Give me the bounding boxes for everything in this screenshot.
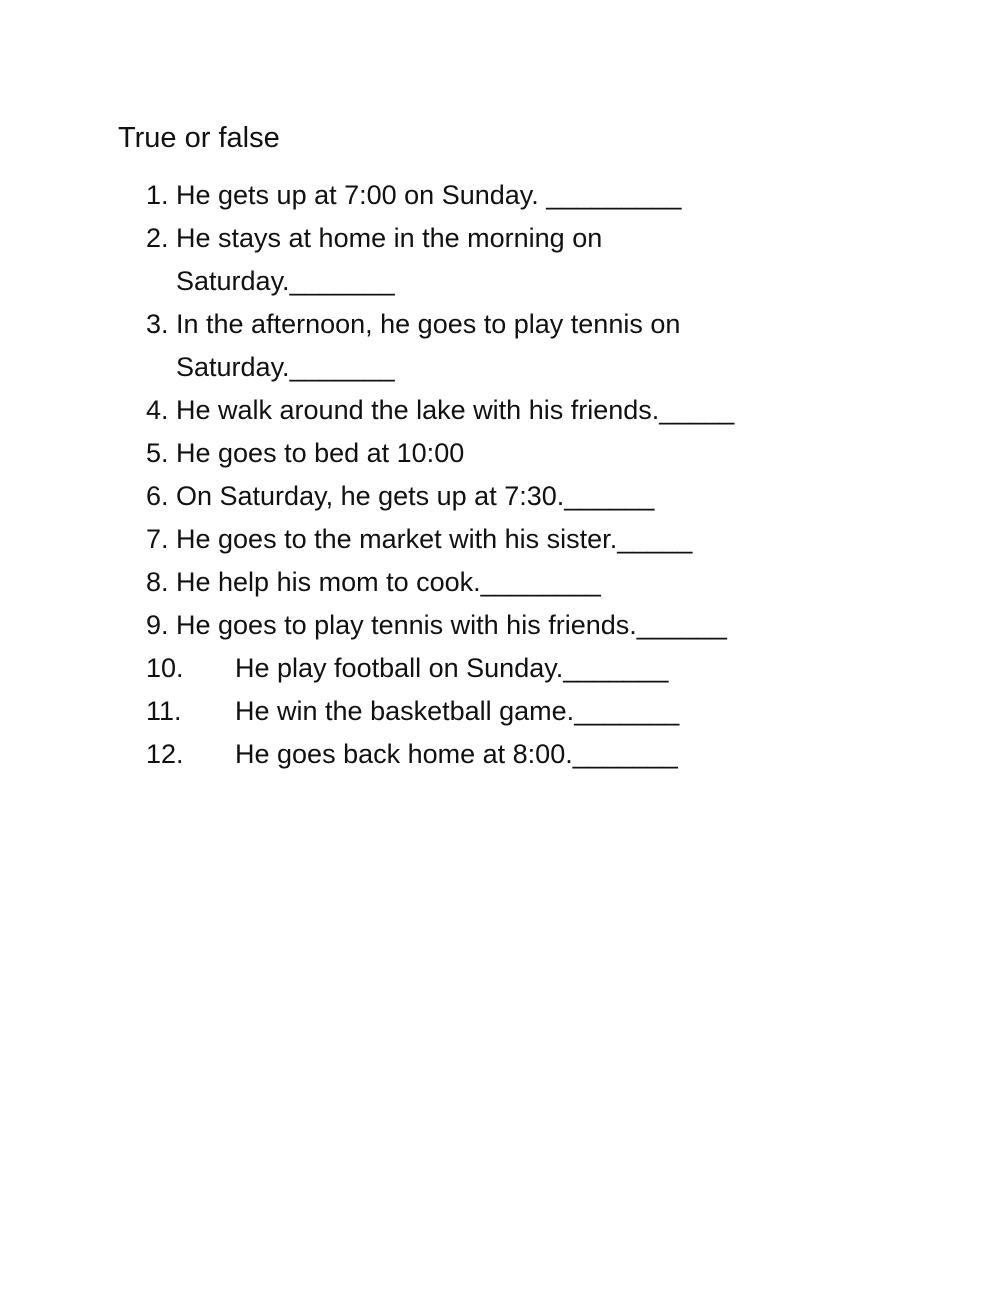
question-text: He goes back home at 8:00._______ [235, 739, 678, 769]
question-item [146, 217, 866, 303]
question-text: He gets up at 7:00 on Sunday. _________ [176, 180, 682, 210]
question-text: He win the basketball game._______ [235, 696, 680, 726]
question-text: He walk around the lake with his friends._____ [176, 395, 735, 425]
question-list [146, 174, 866, 776]
question-number: 1. [146, 180, 169, 210]
question-number: 9. [146, 610, 169, 640]
question-number: 8. [146, 567, 169, 597]
question-text: He goes to the market with his sister._____ [176, 524, 693, 554]
question-item [146, 690, 866, 733]
question-item [146, 174, 866, 217]
question-number: 11. [146, 696, 182, 726]
question-number: 12. [146, 739, 184, 769]
question-text: He goes to play tennis with his friends.______ [176, 610, 727, 640]
question-item [146, 389, 866, 432]
question-text: He help his mom to cook.________ [176, 567, 601, 597]
question-text: He stays at home in the morning on Saturday._______ [176, 223, 603, 296]
question-number: 10. [146, 653, 184, 683]
question-number: 2. [146, 223, 169, 253]
question-text: In the afternoon, he goes to play tennis on Saturday._______ [176, 309, 681, 382]
question-text: On Saturday, he gets up at 7:30.______ [176, 481, 655, 511]
question-item [146, 518, 866, 561]
question-number: 4. [146, 395, 169, 425]
question-item [146, 432, 866, 475]
question-item [146, 303, 866, 389]
worksheet-heading: True or false [118, 122, 280, 154]
question-number: 6. [146, 481, 169, 511]
question-text: He goes to bed at 10:00 [176, 438, 465, 468]
question-number: 3. [146, 309, 169, 339]
question-item [146, 604, 866, 647]
question-item [146, 733, 866, 776]
question-item [146, 561, 866, 604]
question-number: 5. [146, 438, 169, 468]
question-item [146, 647, 866, 690]
question-item [146, 475, 866, 518]
question-text: He play football on Sunday._______ [235, 653, 669, 683]
question-number: 7. [146, 524, 169, 554]
